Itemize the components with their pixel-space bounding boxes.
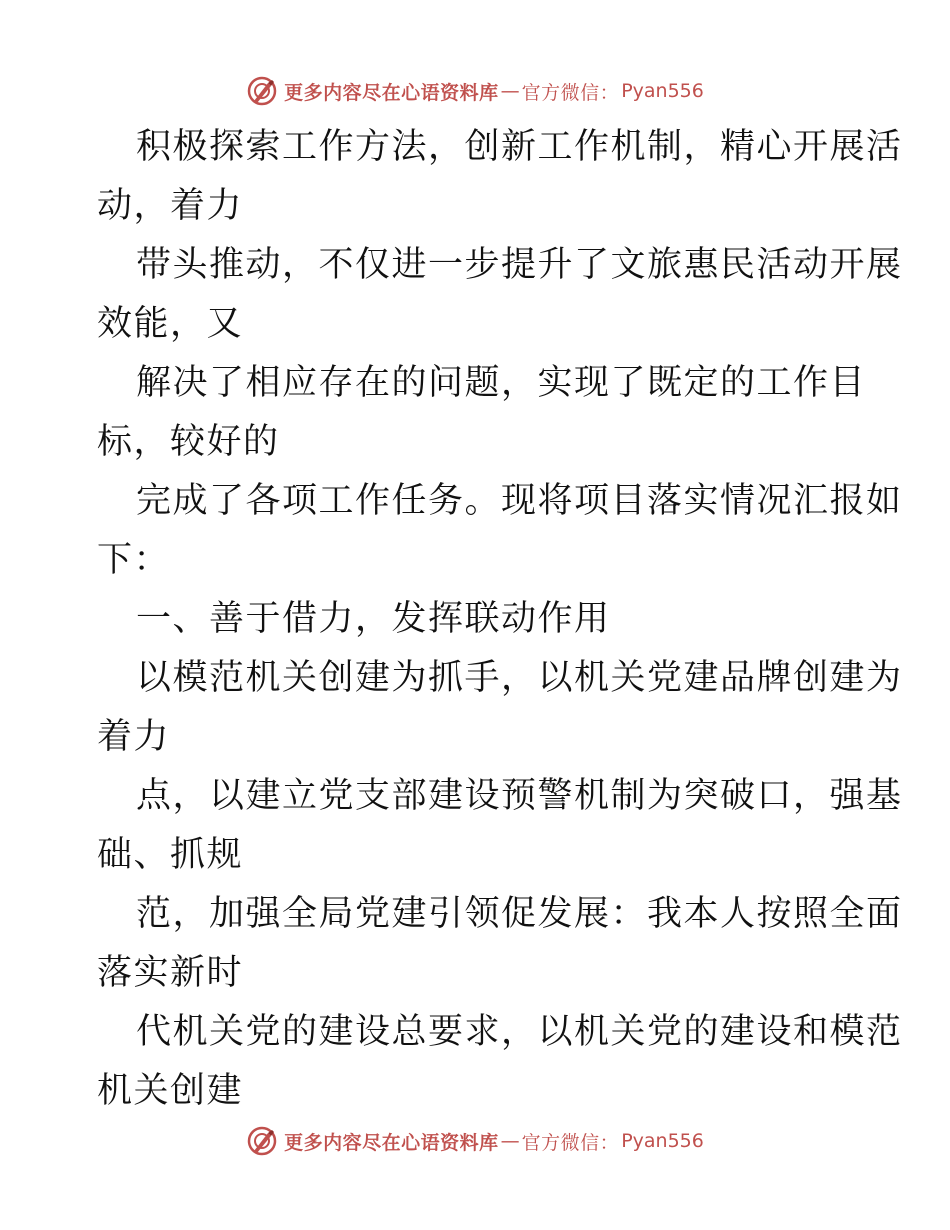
watermark-id: Pyan556 — [621, 1130, 704, 1152]
text-line: 着力 — [97, 717, 171, 757]
text-line: 完成了各项工作任务。现将项目落实情况汇报如 — [136, 481, 903, 521]
text-line: 以模范机关创建为抓手，以机关党建品牌创建为 — [136, 658, 903, 698]
pen-logo-icon — [246, 1125, 278, 1157]
text-line: 点，以建立党支部建设预警机制为突破口，强基 — [136, 776, 903, 816]
footer-watermark — [0, 1121, 950, 1161]
text-line: 标，较好的 — [97, 422, 280, 462]
text-line: 带头推动，不仅进一步提升了文旅惠民活动开展 — [136, 245, 903, 285]
text-line: 下： — [97, 540, 171, 580]
text-line: 积极探索工作方法，创新工作机制，精心开展活 — [136, 127, 903, 167]
section-heading: 一、善于借力，发挥联动作用 — [136, 599, 611, 639]
text-line: 效能，又 — [97, 304, 244, 344]
watermark-text: 更多内容尽在心语资料库 — [284, 1131, 499, 1154]
text-line: 础、抓规 — [97, 835, 244, 875]
watermark-id: Pyan556 — [621, 80, 704, 102]
text-line: 代机关党的建设总要求，以机关党的建设和模范 — [136, 1012, 903, 1052]
watermark-dash: — — [500, 1130, 520, 1152]
header-watermark — [0, 71, 950, 111]
watermark-suffix: 官方微信： — [521, 81, 620, 104]
text-line: 落实新时 — [97, 953, 244, 993]
document-body — [97, 118, 903, 1121]
text-line: 动，着力 — [97, 186, 244, 226]
pen-logo-icon — [246, 75, 278, 107]
watermark-dash: — — [500, 80, 520, 102]
watermark-suffix: 官方微信： — [521, 1131, 620, 1154]
watermark-text: 更多内容尽在心语资料库 — [284, 81, 499, 104]
text-line: 范，加强全局党建引领促发展：我本人按照全面 — [136, 894, 903, 934]
text-line: 解决了相应存在的问题，实现了既定的工作目 — [136, 363, 867, 403]
text-line: 机关创建 — [97, 1071, 244, 1111]
